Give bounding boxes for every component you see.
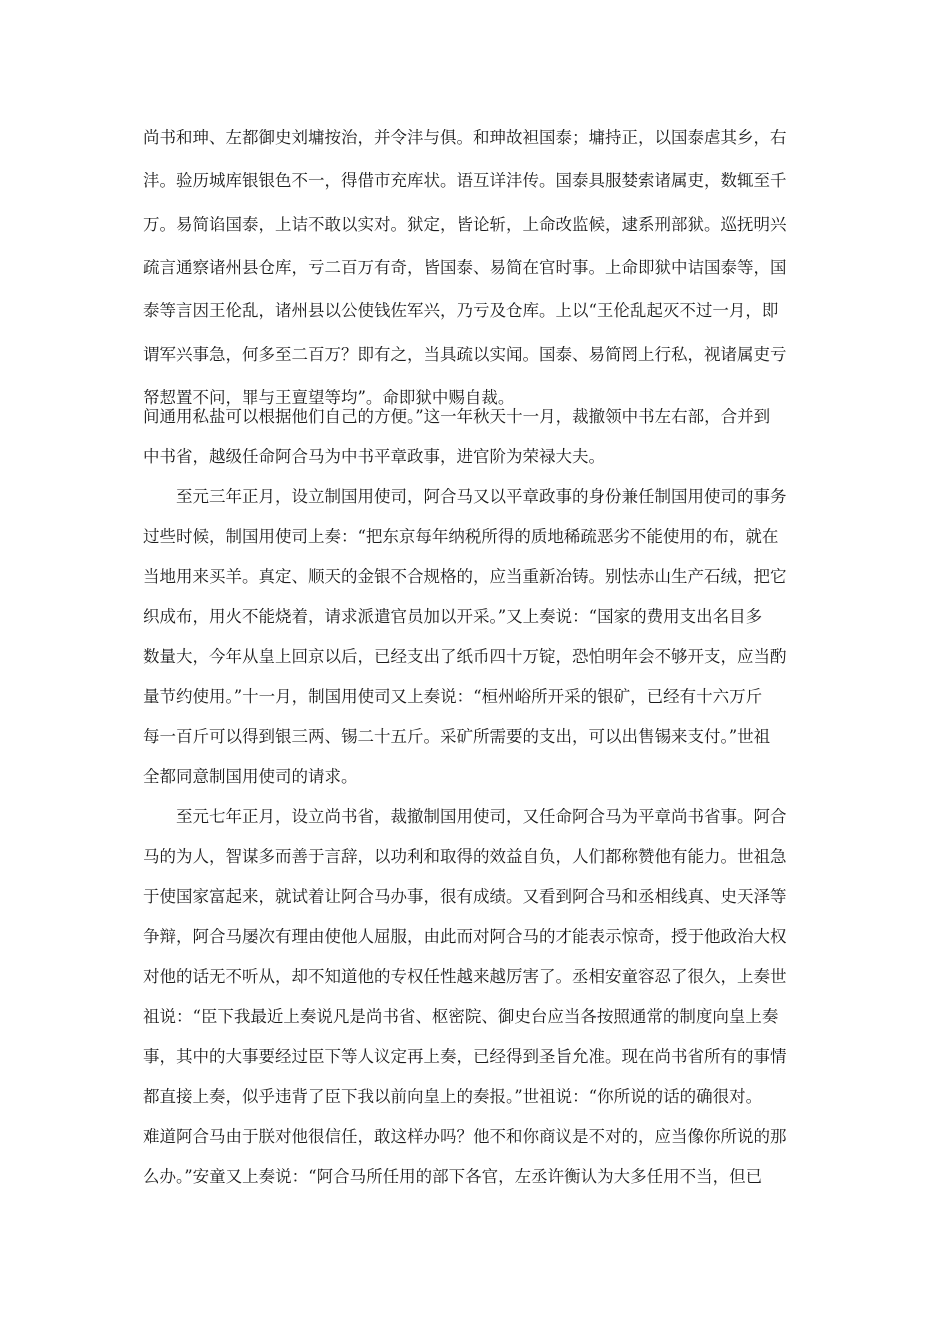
text-line: 尚书和珅、左都御史刘墉按治，并令沣与俱。和珅故袒国泰；墉持正，以国泰虐其乡，右 (143, 128, 787, 147)
text-line: 中书省，越级任命阿合马为中书平章政事，进官阶为荣禄大夫。 (143, 447, 605, 466)
text-line: 事，其中的大事要经过臣下等人议定再上奏，已经得到圣旨允准。现在尚书省所有的事情 (143, 1047, 787, 1066)
document-body (143, 0, 811, 1344)
text-line: 每一百斤可以得到银三两、锡二十五斤。采矿所需要的支出，可以出售锡来支付。”世祖 (143, 727, 771, 746)
text-line: 当地用来买羊。真定、顺天的金银不合规格的，应当重新冶铸。别怯赤山生产石绒，把它 (143, 567, 787, 586)
text-line: 泰等言因王伦乱，诸州县以公使钱佐军兴，乃亏及仓库。上以“王伦乱起灭不过一月，即 (143, 301, 779, 321)
text-line: 祖说：“臣下我最近上奏说凡是尚书省、枢密院、御史台应当各按照通常的制度向皇上奏 (143, 1007, 779, 1026)
text-line: 都直接上奏，似乎违背了臣下我以前向皇上的奏报。”世祖说：“你所说的话的确很对。 (143, 1087, 763, 1106)
text-line: 沣。验历城库银银色不一，得借市充库状。语互详沣传。国泰具服婪索诸属吏，数辄至千 (143, 171, 787, 191)
text-line: 于使国家富起来，就试着让阿合马办事，很有成绩。又看到阿合马和丞相线真、史天泽等 (143, 887, 787, 906)
text-line: 帑恝置不问，罪与王亶望等均”。命即狱中赐自裁。 (143, 387, 515, 407)
text-line: 数量大，今年从皇上回京以后，已经支出了纸币四十万锭，恐怕明年会不够开支，应当酌 (143, 647, 787, 666)
text-line: 过些时候，制国用使司上奏：“把东京每年纳税所得的质地稀疏恶劣不能使用的布，就在 (143, 527, 779, 546)
text-line: 马的为人，智谋多而善于言辞，以功利和取得的效益自负，人们都称赞他有能力。世祖急 (143, 847, 787, 866)
text-line: 疏言通察诸州县仓库，亏二百万有奇，皆国泰、易简在官时事。上命即狱中诘国泰等，国 (143, 257, 787, 277)
text-line: 争辩，阿合马屡次有理由使他人屈服，由此而对阿合马的才能表示惊奇，授于他政治大权 (143, 927, 787, 946)
text-line: 织成布，用火不能烧着，请求派遣官员加以开采。”又上奏说：“国家的费用支出名目多 (143, 607, 763, 626)
text-line: 至元七年正月，设立尚书省，裁撤制国用使司，又任命阿合马为平章尚书省事。阿合 (176, 807, 787, 826)
text-line: 全都同意制国用使司的请求。 (143, 767, 358, 786)
text-line: 对他的话无不听从，却不知道他的专权任性越来越厉害了。丞相安童容忍了很久，上奏世 (143, 967, 787, 986)
text-line: 至元三年正月，设立制国用使司，阿合马又以平章政事的身份兼任制国用使司的事务 (176, 487, 787, 506)
text-line: 量节约使用。”十一月，制国用使司又上奏说：“桓州峪所开采的银矿，已经有十六万斤 (143, 687, 763, 706)
text-line: 万。易简谄国泰，上诘不敢以实对。狱定，皆论斩，上命改监候，逮系刑部狱。巡抚明兴 (143, 214, 787, 234)
text-line: 间通用私盐可以根据他们自己的方便。”这一年秋天十一月，裁撤领中书左右部，合并到 (143, 407, 771, 426)
text-line: 么办。”安童又上奏说：“阿合马所任用的部下各官，左丞许衡认为大多任用不当，但已 (143, 1167, 763, 1186)
text-line: 谓军兴事急，何多至二百万？即有之，当具疏以实闻。国泰、易简罔上行私，视诸属吏亏 (143, 344, 787, 364)
text-line: 难道阿合马由于朕对他很信任，敢这样办吗？他不和你商议是不对的，应当像你所说的那 (143, 1127, 787, 1146)
